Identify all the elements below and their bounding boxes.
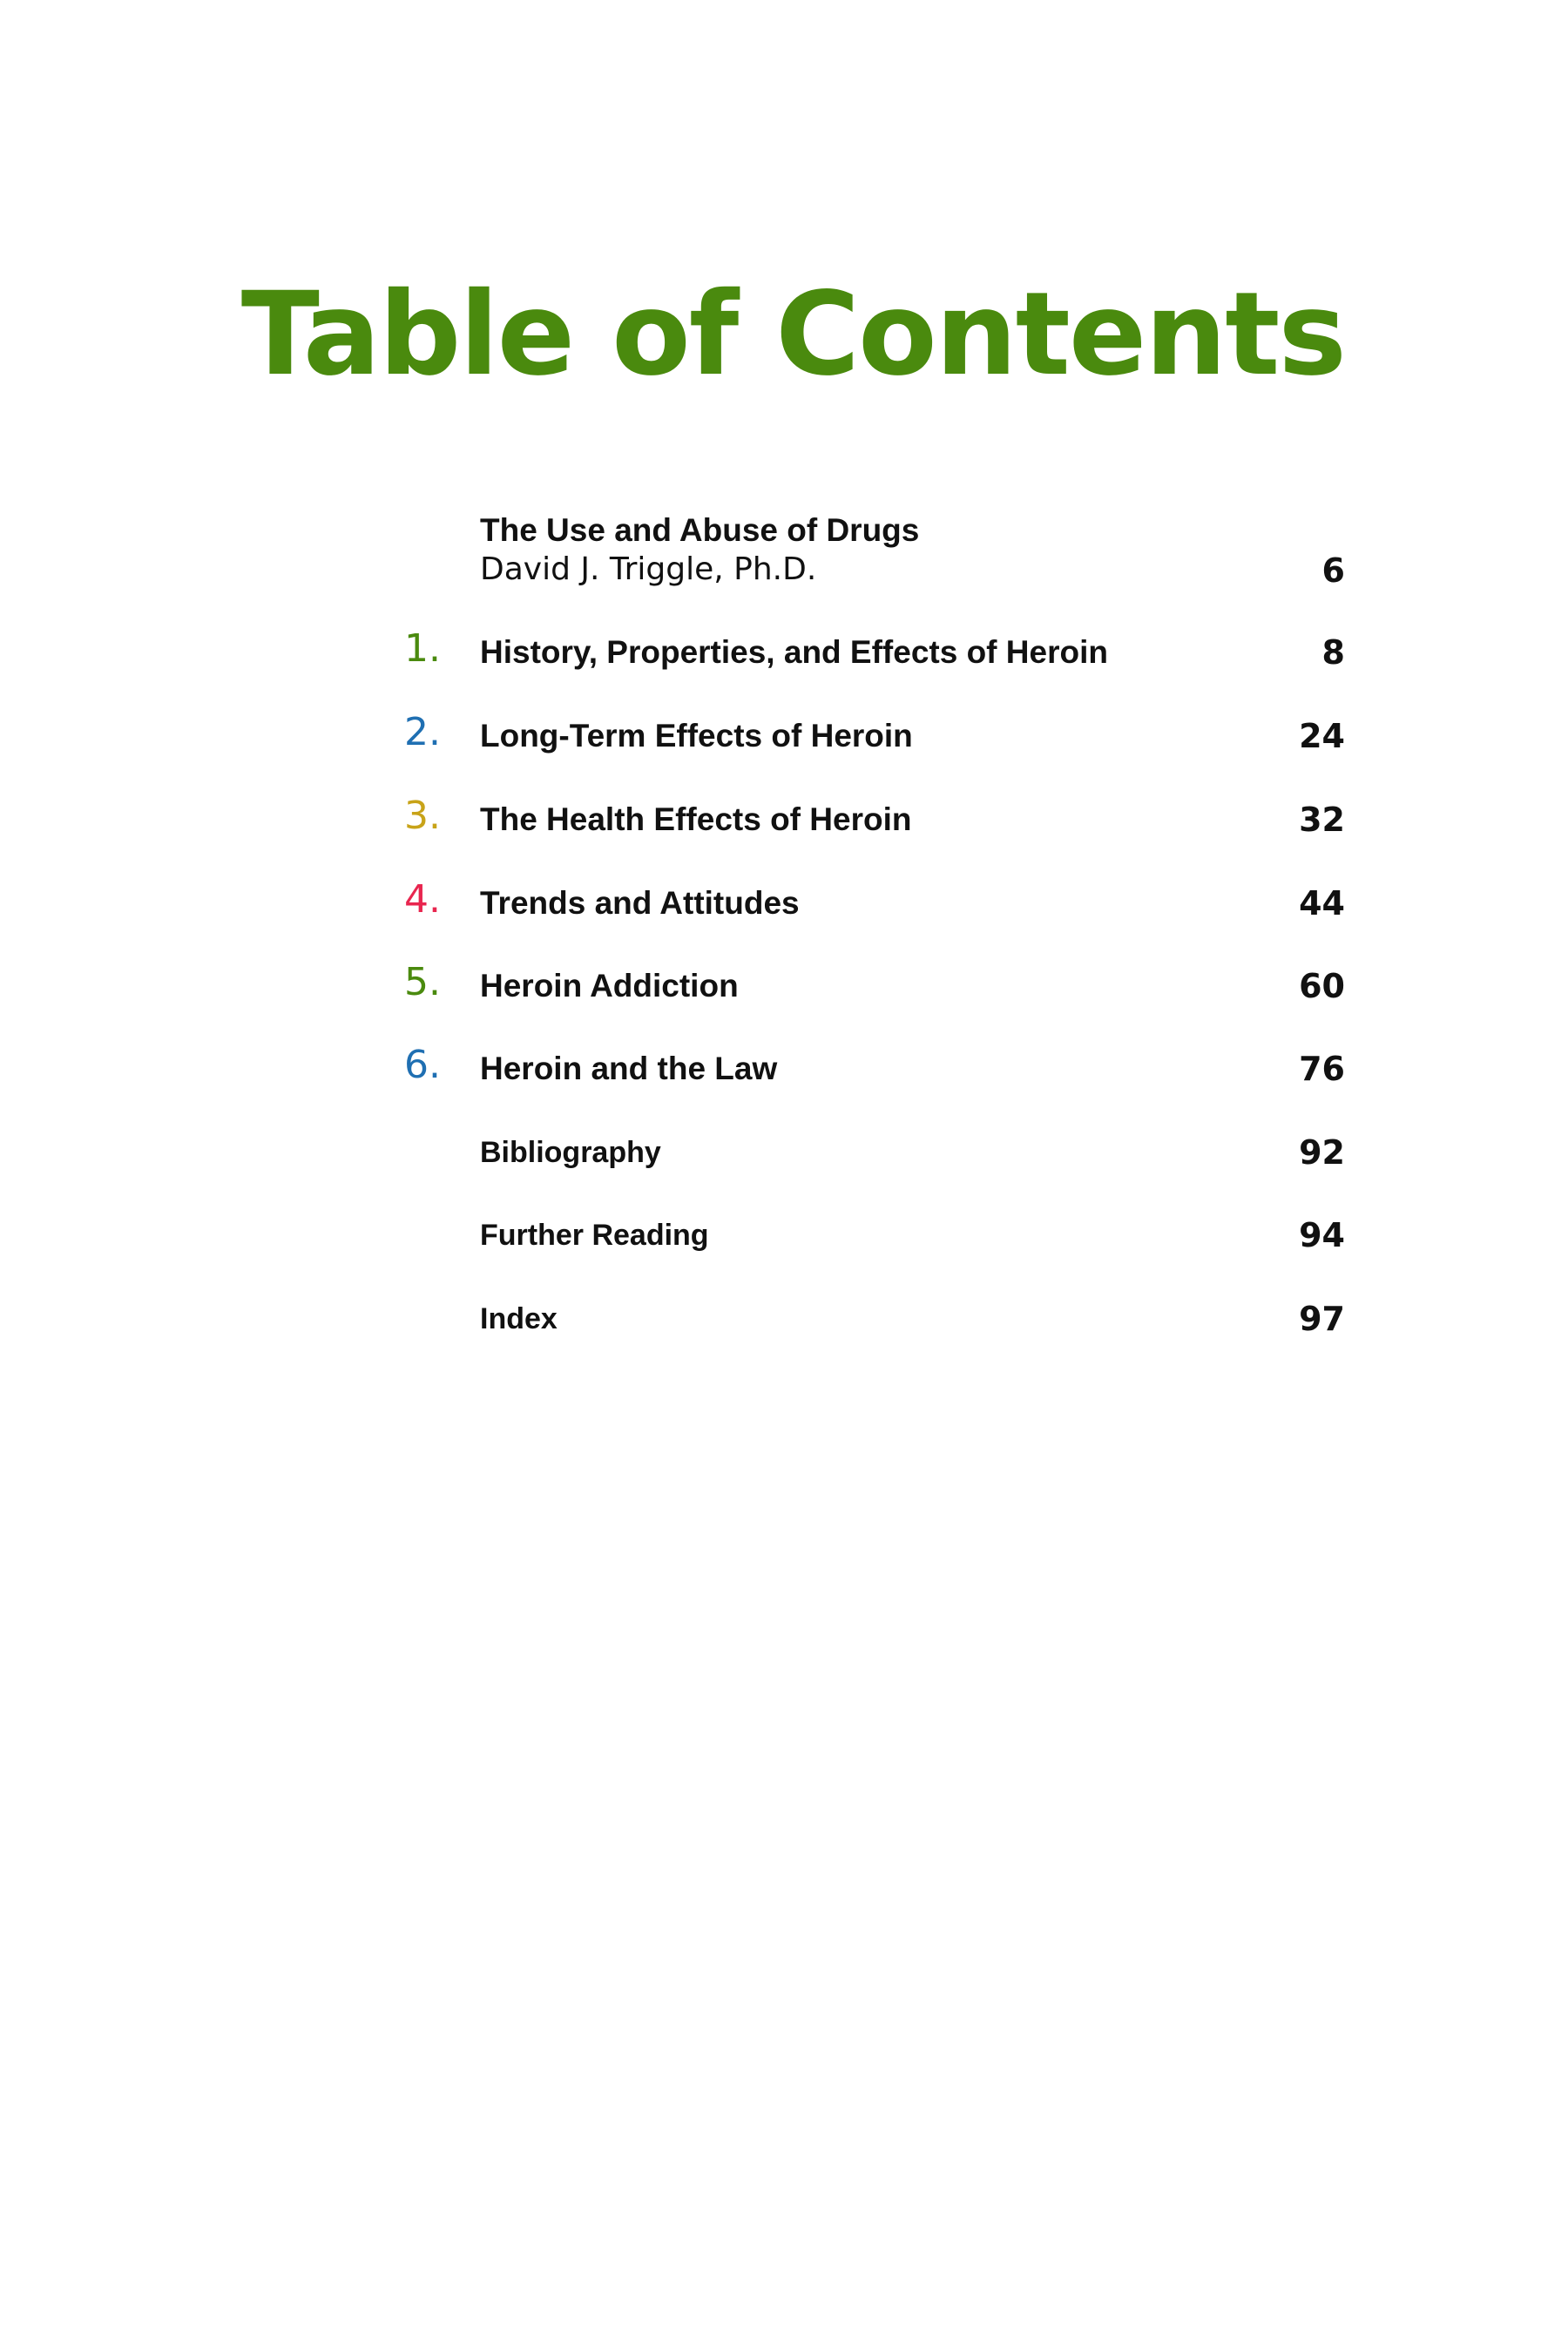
page-title: Table of Contents (240, 267, 1345, 402)
toc-entry-page: 94 (1299, 1216, 1345, 1254)
chapter-title: Long-Term Effects of Heroin (480, 718, 913, 754)
chapter-page: 44 (1299, 884, 1345, 923)
chapter-number: 3. (404, 794, 441, 838)
toc-entry-page: 6 (1321, 551, 1345, 590)
chapter-page: 8 (1321, 633, 1345, 672)
chapter-number: 5. (404, 960, 441, 1004)
toc-entry-title: Further Reading (480, 1219, 709, 1252)
chapter-number: 6. (404, 1043, 441, 1087)
chapter-title: The Health Effects of Heroin (480, 801, 912, 837)
toc-entry-title: Bibliography (480, 1136, 661, 1169)
toc-entry-page: 97 (1299, 1300, 1345, 1338)
chapter-page: 76 (1299, 1050, 1345, 1088)
chapter-title: Heroin Addiction (480, 968, 739, 1004)
chapter-page: 32 (1299, 801, 1345, 839)
toc-entry-title: The Use and Abuse of Drugs (480, 512, 920, 548)
chapter-page: 24 (1299, 717, 1345, 755)
chapter-number: 4. (404, 877, 441, 922)
chapter-number: 1. (404, 626, 441, 671)
chapter-page: 60 (1299, 967, 1345, 1005)
toc-entry-page: 92 (1299, 1133, 1345, 1172)
chapter-title: History, Properties, and Effects of Heroin (480, 634, 1108, 670)
chapter-title: Heroin and the Law (480, 1051, 778, 1086)
chapter-title: Trends and Attitudes (480, 885, 800, 921)
toc-entry-author: David J. Triggle, Ph.D. (480, 551, 817, 587)
toc-entry-title: Index (480, 1302, 558, 1335)
chapter-number: 2. (404, 710, 441, 754)
